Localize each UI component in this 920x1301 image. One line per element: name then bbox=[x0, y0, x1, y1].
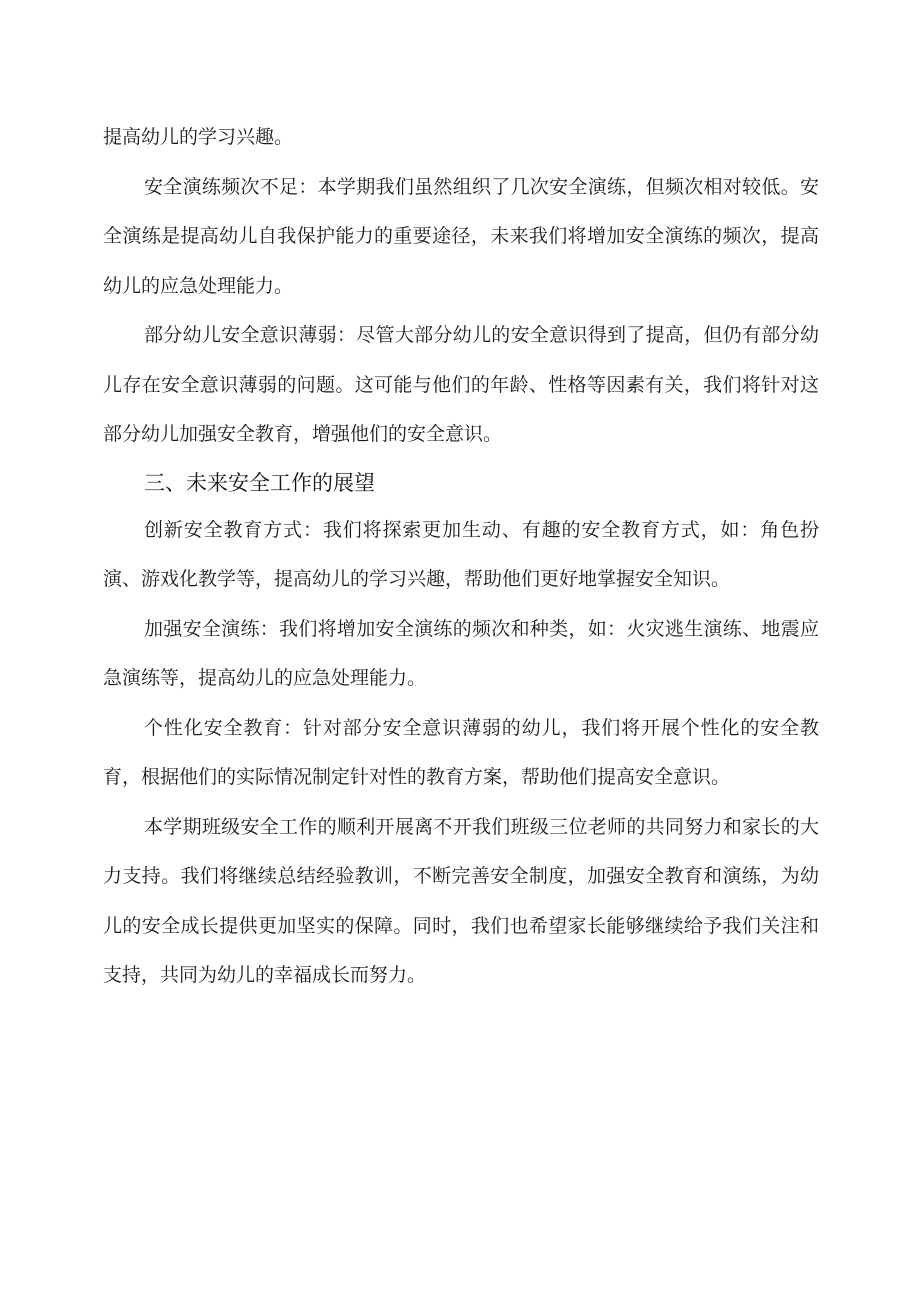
section-heading: 三、未来安全工作的展望 bbox=[144, 470, 375, 495]
paragraph-conclusion: 本学期班级安全工作的顺利开展离不开我们班级三位老师的共同努力和家长的大力支持。我们将继续总结经验教训，不断完善安全制度，加强安全教育和演练，为幼儿的安全成长提供更加坚实的保障。同时，我们也希望家长能够继续给予我们关注和支持，共同为幼儿的幸福成长而努力。 bbox=[103, 815, 819, 986]
paragraph-personalized-education: 个性化安全教育：针对部分安全意识薄弱的幼儿，我们将开展个性化的安全教育，根据他们的实际情况制定针对性的教育方案，帮助他们提高安全意识。 bbox=[103, 716, 819, 788]
paragraph-drill-frequency: 安全演练频次不足：本学期我们虽然组织了几次安全演练，但频次相对较低。安全演练是提高幼儿自我保护能力的重要途径，未来我们将增加安全演练的频次，提高幼儿的应急处理能力。 bbox=[103, 175, 819, 297]
document-body bbox=[103, 113, 819, 1001]
paragraph-weak-awareness: 部分幼儿安全意识薄弱：尽管大部分幼儿的安全意识得到了提高，但仍有部分幼儿存在安全意识薄弱的问题。这可能与他们的年龄、性格等因素有关，我们将针对这部分幼儿加强安全教育，增强他们的安全意识。 bbox=[103, 324, 819, 445]
paragraph-innovate-education: 创新安全教育方式：我们将探索更加生动、有趣的安全教育方式，如：角色扮演、游戏化教学等，提高幼儿的学习兴趣，帮助他们更好地掌握安全知识。 bbox=[103, 518, 819, 590]
paragraph-strengthen-drills: 加强安全演练：我们将增加安全演练的频次和种类，如：火灾逃生演练、地震应急演练等，提高幼儿的应急处理能力。 bbox=[103, 617, 819, 689]
paragraph-continuation: 提高幼儿的学习兴趣。 bbox=[103, 126, 294, 148]
